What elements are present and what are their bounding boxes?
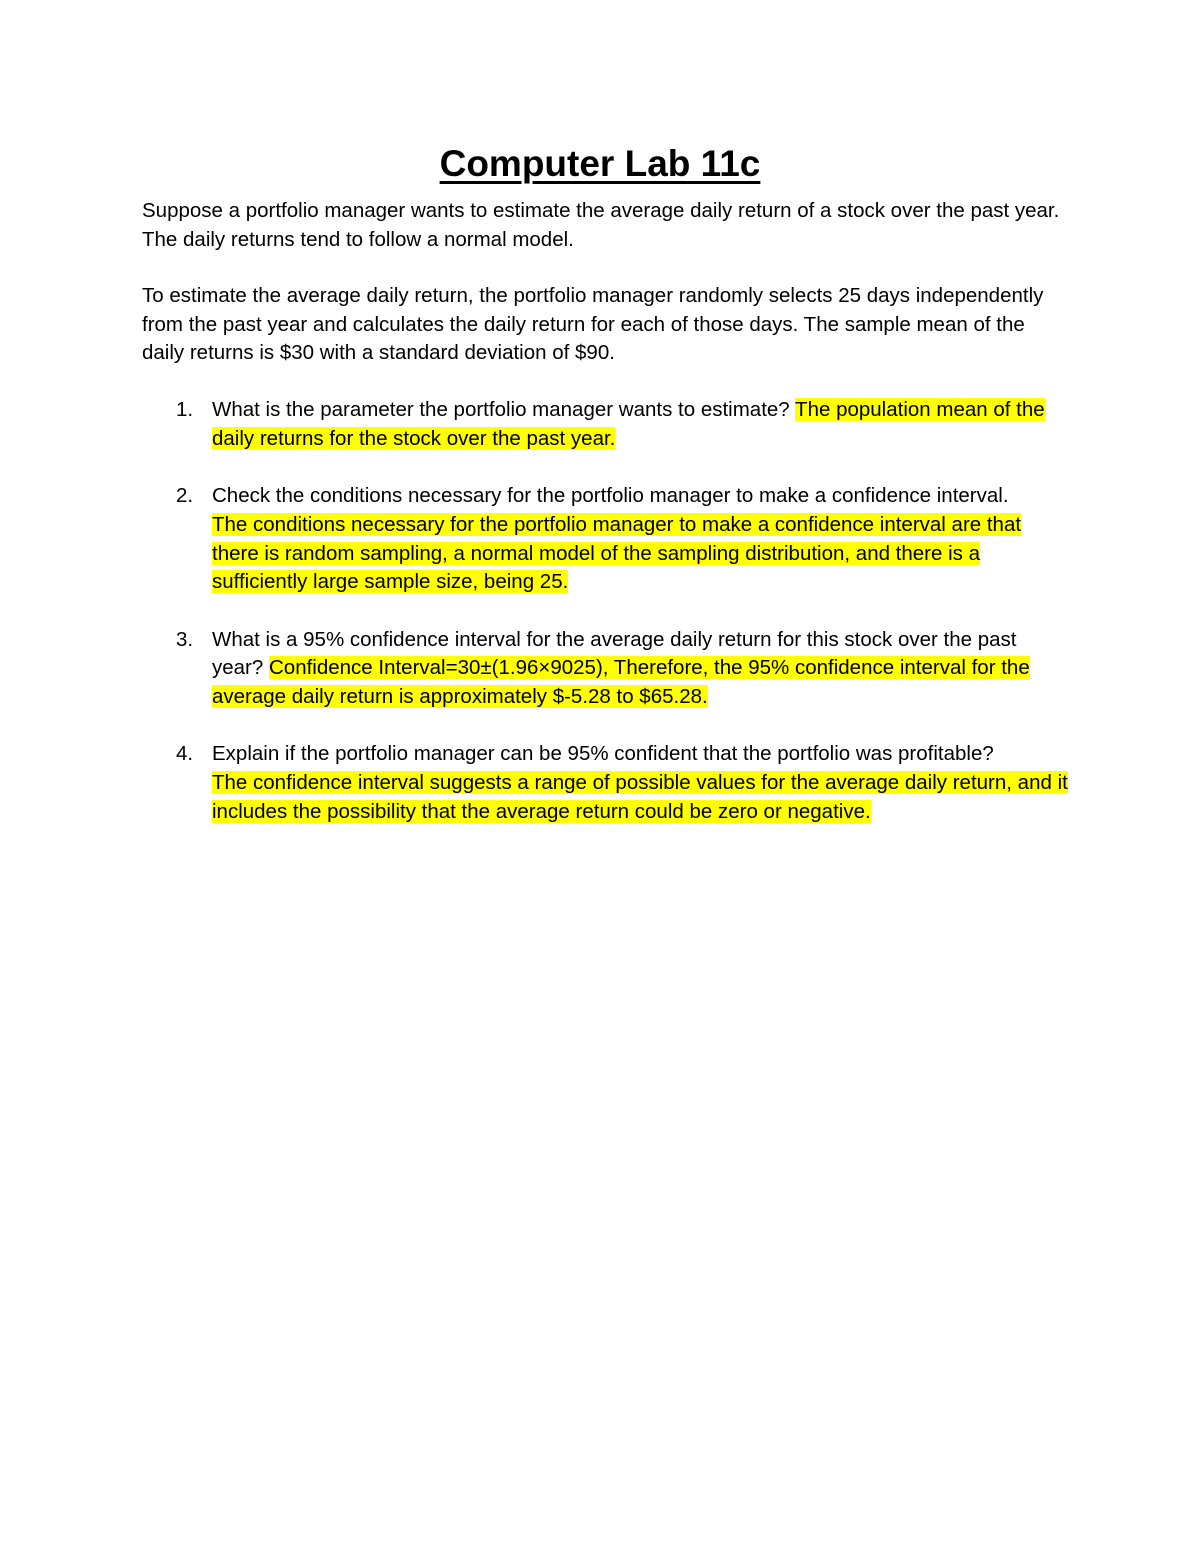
question-item-1 xyxy=(142,396,1072,453)
answer-text: The conditions necessary for the portfolio manager to make a confidence interval are that there is random sampling, a normal model of the sampling distribution, and there is a sufficiently large sample size, being 25. xyxy=(212,512,1022,594)
question-item-4 xyxy=(142,740,1072,826)
question-text: Check the conditions necessary for the portfolio manager to make a confidence interval. xyxy=(212,484,1009,508)
intro-paragraph-2: To estimate the average daily return, the portfolio manager randomly selects 25 days independently from the past year and calculates the daily return for each of those days. The sample mean of the daily returns is $30 with a standard deviation of $90. xyxy=(142,284,1044,365)
question-text: What is the parameter the portfolio manager wants to estimate? xyxy=(212,398,790,421)
question-text: Explain if the portfolio manager can be 95% confident that the portfolio was profitable? xyxy=(212,742,994,766)
question-item-2 xyxy=(142,482,1072,597)
document-title: Computer Lab 11c xyxy=(439,143,761,184)
question-text: What is a 95% confidence interval for the average daily return for this stock over the past year? xyxy=(212,627,1017,680)
question-number: 3. xyxy=(176,627,194,651)
answer-text: Confidence Interval=30±(1.96×9025), Therefore, the 95% confidence interval for the average daily return is approximately $-5.28 to $65.28. xyxy=(212,656,1030,708)
answer-text: The population mean of the daily returns for the stock over the past year. xyxy=(212,398,1045,450)
question-number: 2. xyxy=(176,484,194,508)
question-list xyxy=(142,396,1072,855)
answer-text: The confidence interval suggests a range of possible values for the average daily return, and it includes the possibility that the average return could be zero or negative. xyxy=(212,771,1068,823)
intro-paragraph-1: Suppose a portfolio manager wants to estimate the average daily return of a stock over the past year. The daily returns tend to follow a normal model. xyxy=(142,199,1060,251)
question-number: 1. xyxy=(176,398,194,421)
question-number: 4. xyxy=(176,742,194,766)
question-item-3 xyxy=(142,626,1072,712)
